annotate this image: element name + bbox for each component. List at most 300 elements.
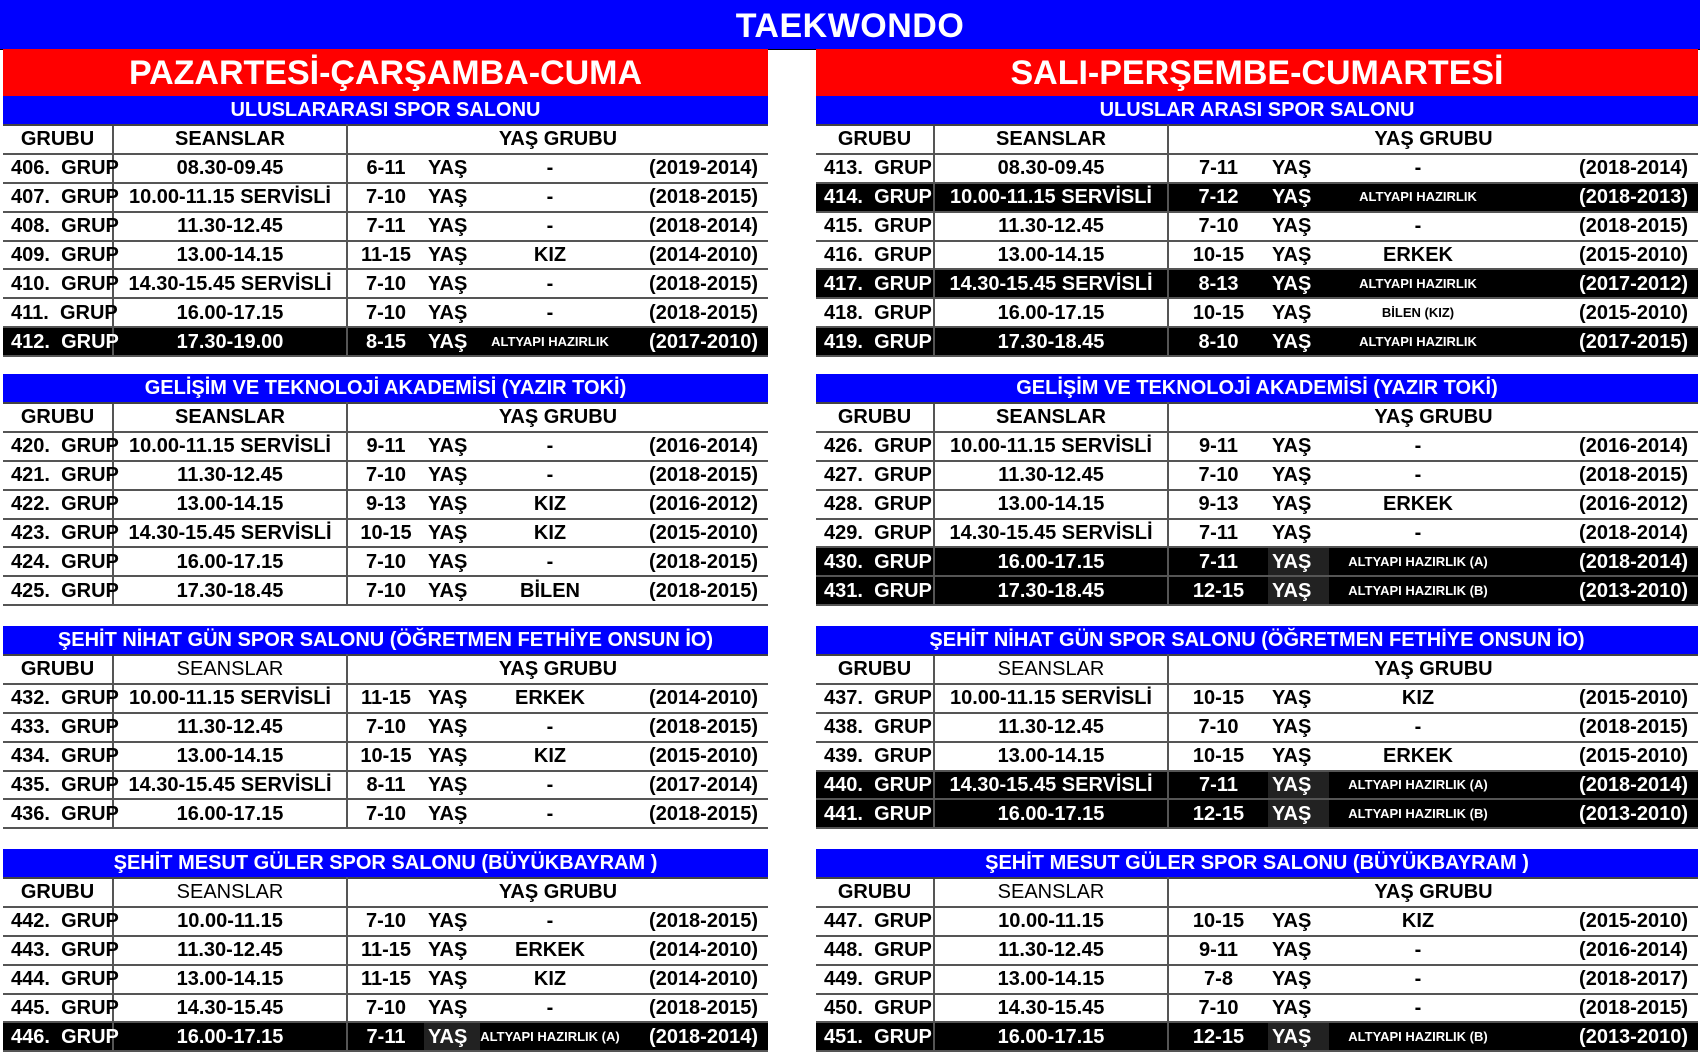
group-label: GRUP <box>61 522 119 544</box>
age-unit: YAŞ <box>1268 519 1329 548</box>
age-range: 7-10 <box>347 713 424 742</box>
group-number: 431. <box>824 579 863 602</box>
session-time: 14.30-15.45 SERVİSLİ <box>113 771 347 800</box>
age-unit: YAŞ <box>424 907 480 936</box>
header-group: GRUBU <box>816 655 934 684</box>
group-note: - <box>480 713 620 742</box>
age-range: 8-15 <box>347 327 424 356</box>
session-time: 11.30-12.45 <box>113 461 347 490</box>
age-range: 7-10 <box>1168 713 1268 742</box>
group-cell <box>3 965 119 994</box>
age-unit: YAŞ <box>1268 241 1329 270</box>
header-group: GRUBU <box>3 655 113 684</box>
group-note: ALTYAPI HAZIRLIK (B) <box>1329 576 1507 605</box>
birth-years: (2018-2015) <box>620 547 768 576</box>
age-range: 11-15 <box>347 684 424 713</box>
birth-years: (2019-2014) <box>620 154 768 183</box>
table-row <box>816 490 1698 519</box>
group-note: - <box>480 212 620 241</box>
header-age-group: YAŞ GRUBU <box>1168 125 1698 154</box>
age-range: 7-10 <box>1168 461 1268 490</box>
session-time: 14.30-15.45 SERVİSLİ <box>113 519 347 548</box>
schedule-table <box>816 124 1698 357</box>
age-range: 9-11 <box>1168 432 1268 461</box>
group-label: GRUP <box>61 939 119 962</box>
group-number: 421. <box>11 464 50 487</box>
table-header-row <box>816 878 1698 907</box>
birth-years: (2018-2013) <box>1507 183 1698 212</box>
group-cell <box>3 461 119 490</box>
header-sessions: SEANSLAR <box>934 878 1168 907</box>
age-unit: YAŞ <box>424 212 480 241</box>
group-note: - <box>1329 432 1507 461</box>
group-cell <box>3 212 119 241</box>
table-row <box>816 327 1698 356</box>
group-label: GRUP <box>61 968 119 991</box>
age-unit: YAŞ <box>1268 576 1329 605</box>
birth-years: (2018-2014) <box>620 1022 768 1051</box>
group-cell <box>816 907 934 936</box>
session-time: 10.00-11.15 SERVİSLİ <box>934 684 1168 713</box>
group-cell <box>816 154 934 183</box>
age-range: 7-10 <box>1168 212 1268 241</box>
group-note: - <box>480 432 620 461</box>
group-label: GRUP <box>61 550 119 573</box>
group-label: GRUP <box>874 687 932 710</box>
session-time: 08.30-09.45 <box>113 154 347 183</box>
age-unit: YAŞ <box>1268 432 1329 461</box>
birth-years: (2018-2017) <box>1507 965 1698 994</box>
table-row <box>816 183 1698 212</box>
header-age-group: YAŞ GRUBU <box>347 878 768 907</box>
group-note: - <box>480 183 620 212</box>
group-cell <box>816 547 934 576</box>
table-row <box>816 684 1698 713</box>
group-label: GRUP <box>874 464 932 487</box>
group-number: 435. <box>11 774 50 796</box>
birth-years: (2015-2010) <box>1507 298 1698 327</box>
page-title: TAEKWONDO <box>0 0 1700 50</box>
age-range: 9-11 <box>347 432 424 461</box>
birth-years: (2015-2010) <box>1507 742 1698 771</box>
table-row <box>3 490 768 519</box>
table-row <box>816 576 1698 605</box>
session-time: 14.30-15.45 <box>113 994 347 1023</box>
table-row <box>816 936 1698 965</box>
group-note: ALTYAPI HAZIRLIK (A) <box>1329 771 1507 800</box>
group-cell <box>816 742 934 771</box>
age-range: 10-15 <box>347 519 424 548</box>
group-cell <box>3 327 119 356</box>
hall-title: ULUSLAR ARASI SPOR SALONU <box>816 96 1698 124</box>
age-unit: YAŞ <box>1268 327 1329 356</box>
table-row <box>3 1022 768 1051</box>
session-time: 16.00-17.15 <box>934 799 1168 828</box>
group-number: 415. <box>824 215 863 238</box>
age-range: 9-13 <box>347 490 424 519</box>
hall-title: ŞEHİT MESUT GÜLER SPOR SALONU (BÜYÜKBAYRAM ) <box>3 849 768 877</box>
session-time: 10.00-11.15 SERVİSLİ <box>934 183 1168 212</box>
session-time: 10.00-11.15 SERVİSLİ <box>113 183 347 212</box>
birth-years: (2014-2010) <box>620 936 768 965</box>
hall-title: GELİŞİM VE TEKNOLOJİ AKADEMİSİ (YAZIR TOKİ) <box>3 374 768 402</box>
age-range: 7-12 <box>1168 183 1268 212</box>
birth-years: (2018-2015) <box>1507 994 1698 1023</box>
group-cell <box>3 519 119 548</box>
table-row <box>816 907 1698 936</box>
age-range: 6-11 <box>347 154 424 183</box>
table-row <box>3 771 768 800</box>
age-unit: YAŞ <box>1268 799 1329 828</box>
header-group: GRUBU <box>816 403 934 432</box>
group-label: GRUP <box>874 215 932 238</box>
group-number: 411. <box>11 301 49 324</box>
group-number: 430. <box>824 550 863 573</box>
header-sessions: SEANSLAR <box>934 403 1168 432</box>
group-note: ERKEK <box>1329 241 1507 270</box>
table-row <box>3 799 768 828</box>
age-unit: YAŞ <box>1268 965 1329 994</box>
birth-years: (2016-2014) <box>620 432 768 461</box>
group-note: ALTYAPI HAZIRLIK (B) <box>1329 799 1507 828</box>
table-row <box>3 327 768 356</box>
header-group: GRUBU <box>816 125 934 154</box>
age-range: 10-15 <box>1168 742 1268 771</box>
group-number: 409. <box>11 244 50 266</box>
table-header-row <box>3 125 768 154</box>
age-range: 7-10 <box>347 799 424 828</box>
table-row <box>816 799 1698 828</box>
age-range: 12-15 <box>1168 799 1268 828</box>
birth-years: (2014-2010) <box>620 965 768 994</box>
day-header: PAZARTESİ-ÇARŞAMBA-CUMA <box>3 49 768 96</box>
group-cell <box>3 713 119 742</box>
table-row <box>3 965 768 994</box>
group-number: 419. <box>824 330 863 353</box>
schedule-table <box>3 402 768 606</box>
age-range: 7-8 <box>1168 965 1268 994</box>
group-note: - <box>1329 212 1507 241</box>
age-range: 11-15 <box>347 241 424 270</box>
group-cell <box>816 799 934 828</box>
age-unit: YAŞ <box>1268 742 1329 771</box>
group-number: 442. <box>11 910 50 933</box>
age-range: 7-10 <box>347 269 424 298</box>
group-number: 427. <box>824 464 863 487</box>
age-unit: YAŞ <box>1268 994 1329 1023</box>
group-label: GRUP <box>61 802 119 825</box>
birth-years: (2015-2010) <box>1507 684 1698 713</box>
table-header-row <box>3 878 768 907</box>
group-number: 416. <box>824 244 863 266</box>
header-sessions: SEANSLAR <box>934 125 1168 154</box>
group-note: ERKEK <box>1329 490 1507 519</box>
group-number: 426. <box>824 435 863 458</box>
group-label: GRUP <box>61 244 119 266</box>
group-label: GRUP <box>874 244 932 266</box>
age-unit: YAŞ <box>424 298 480 327</box>
table-row <box>3 269 768 298</box>
table-row <box>3 432 768 461</box>
birth-years: (2018-2014) <box>1507 771 1698 800</box>
group-number: 441. <box>824 802 863 825</box>
table-row <box>816 742 1698 771</box>
table-row <box>816 269 1698 298</box>
birth-years: (2018-2015) <box>620 713 768 742</box>
header-age-group: YAŞ GRUBU <box>347 655 768 684</box>
age-range: 7-11 <box>1168 154 1268 183</box>
age-unit: YAŞ <box>1268 269 1329 298</box>
group-label: GRUP <box>874 745 932 768</box>
birth-years: (2018-2015) <box>620 298 768 327</box>
table-row <box>3 154 768 183</box>
age-unit: YAŞ <box>1268 547 1329 576</box>
group-number: 417. <box>824 272 863 295</box>
group-cell <box>816 965 934 994</box>
group-cell <box>3 432 119 461</box>
age-range: 8-10 <box>1168 327 1268 356</box>
table-row <box>816 461 1698 490</box>
group-note: - <box>1329 994 1507 1023</box>
birth-years: (2018-2015) <box>620 994 768 1023</box>
age-unit: YAŞ <box>424 684 480 713</box>
group-label: GRUP <box>61 272 119 295</box>
table-row <box>816 519 1698 548</box>
hall-title: GELİŞİM VE TEKNOLOJİ AKADEMİSİ (YAZIR TOKİ) <box>816 374 1698 402</box>
age-unit: YAŞ <box>424 461 480 490</box>
table-row <box>3 212 768 241</box>
age-unit: YAŞ <box>424 742 480 771</box>
group-cell <box>816 269 934 298</box>
group-label: GRUP <box>61 435 119 458</box>
table-row <box>3 183 768 212</box>
birth-years: (2018-2015) <box>620 183 768 212</box>
age-range: 7-11 <box>347 1022 424 1051</box>
age-unit: YAŞ <box>424 241 480 270</box>
session-time: 10.00-11.15 <box>113 907 347 936</box>
group-cell <box>3 576 119 605</box>
age-range: 7-10 <box>1168 994 1268 1023</box>
schedule-column-mon-wed-fri <box>3 49 768 1054</box>
age-unit: YAŞ <box>424 771 480 800</box>
table-row <box>3 547 768 576</box>
table-header-row <box>3 403 768 432</box>
hall-title: ŞEHİT NİHAT GÜN SPOR SALONU (ÖĞRETMEN FETHİYE ONSUN İO) <box>3 626 768 654</box>
birth-years: (2015-2010) <box>1507 241 1698 270</box>
age-unit: YAŞ <box>424 576 480 605</box>
group-label: GRUP <box>874 301 932 324</box>
group-label: GRUP <box>61 330 119 353</box>
table-row <box>816 965 1698 994</box>
group-number: 420. <box>11 435 50 458</box>
age-range: 11-15 <box>347 936 424 965</box>
birth-years: (2018-2015) <box>620 576 768 605</box>
group-number: 413. <box>824 157 863 180</box>
birth-years: (2015-2010) <box>620 742 768 771</box>
group-number: 436. <box>11 802 50 825</box>
table-row <box>3 936 768 965</box>
table-row <box>816 547 1698 576</box>
session-time: 13.00-14.15 <box>934 490 1168 519</box>
group-label: GRUP <box>874 157 932 180</box>
session-time: 16.00-17.15 <box>934 298 1168 327</box>
group-label: GRUP <box>874 774 932 796</box>
group-number: 449. <box>824 968 863 991</box>
group-cell <box>816 327 934 356</box>
header-sessions: SEANSLAR <box>113 403 347 432</box>
group-label: GRUP <box>874 550 932 573</box>
group-cell <box>816 519 934 548</box>
hall-title: ŞEHİT NİHAT GÜN SPOR SALONU (ÖĞRETMEN FETHİYE ONSUN İO) <box>816 626 1698 654</box>
age-unit: YAŞ <box>1268 1022 1329 1051</box>
group-note: KIZ <box>480 490 620 519</box>
group-label: GRUP <box>61 745 119 768</box>
table-row <box>816 771 1698 800</box>
table-row <box>3 461 768 490</box>
group-note: - <box>1329 936 1507 965</box>
group-note: ALTYAPI HAZIRLIK <box>1329 327 1507 356</box>
group-number: 448. <box>824 939 863 962</box>
age-range: 10-15 <box>1168 241 1268 270</box>
hall-section <box>3 374 768 606</box>
group-number: 439. <box>824 745 863 768</box>
group-cell <box>816 298 934 327</box>
group-note: KIZ <box>480 742 620 771</box>
group-note: ALTYAPI HAZIRLIK (B) <box>1329 1022 1507 1051</box>
birth-years: (2018-2014) <box>1507 547 1698 576</box>
group-note: ERKEK <box>480 936 620 965</box>
session-time: 16.00-17.15 <box>113 799 347 828</box>
schedule-table <box>3 654 768 829</box>
age-range: 7-10 <box>347 298 424 327</box>
session-time: 13.00-14.15 <box>113 490 347 519</box>
group-cell <box>816 994 934 1023</box>
session-time: 13.00-14.15 <box>934 742 1168 771</box>
session-time: 13.00-14.15 <box>934 241 1168 270</box>
group-note: - <box>1329 713 1507 742</box>
group-cell <box>3 994 119 1023</box>
group-cell <box>3 1022 119 1051</box>
age-unit: YAŞ <box>1268 713 1329 742</box>
group-label: GRUP <box>61 186 119 209</box>
header-age-group: YAŞ GRUBU <box>1168 878 1698 907</box>
birth-years: (2018-2015) <box>620 799 768 828</box>
group-number: 414. <box>824 186 863 209</box>
birth-years: (2013-2010) <box>1507 1022 1698 1051</box>
session-time: 10.00-11.15 SERVİSLİ <box>113 684 347 713</box>
table-row <box>816 1022 1698 1051</box>
group-number: 440. <box>824 774 863 796</box>
age-range: 11-15 <box>347 965 424 994</box>
group-note: KIZ <box>480 965 620 994</box>
group-cell <box>816 576 934 605</box>
group-label: GRUP <box>874 968 932 991</box>
group-number: 450. <box>824 997 863 1019</box>
hall-section <box>3 96 768 357</box>
group-number: 433. <box>11 716 50 739</box>
group-note: BİLEN <box>480 576 620 605</box>
group-number: 437. <box>824 687 863 710</box>
session-time: 10.00-11.15 <box>934 907 1168 936</box>
group-cell <box>3 547 119 576</box>
group-cell <box>816 490 934 519</box>
age-unit: YAŞ <box>1268 461 1329 490</box>
birth-years: (2018-2015) <box>620 907 768 936</box>
table-row <box>816 298 1698 327</box>
table-row <box>3 519 768 548</box>
header-sessions: SEANSLAR <box>934 655 1168 684</box>
group-number: 407. <box>11 186 50 209</box>
session-time: 11.30-12.45 <box>934 713 1168 742</box>
group-label: GRUP <box>61 774 119 796</box>
group-number: 410. <box>11 272 50 295</box>
table-row <box>816 713 1698 742</box>
group-cell <box>816 432 934 461</box>
group-label: GRUP <box>61 157 119 180</box>
age-range: 7-11 <box>1168 519 1268 548</box>
hall-section <box>816 96 1698 357</box>
age-range: 12-15 <box>1168 1022 1268 1051</box>
group-number: 438. <box>824 716 863 739</box>
birth-years: (2014-2010) <box>620 241 768 270</box>
group-label: GRUP <box>61 215 119 238</box>
age-range: 8-11 <box>347 771 424 800</box>
birth-years: (2017-2010) <box>620 327 768 356</box>
group-label: GRUP <box>61 716 119 739</box>
group-note: - <box>480 799 620 828</box>
age-unit: YAŞ <box>1268 907 1329 936</box>
birth-years: (2017-2012) <box>1507 269 1698 298</box>
hall-section <box>3 849 768 1052</box>
session-time: 14.30-15.45 SERVİSLİ <box>113 269 347 298</box>
birth-years: (2013-2010) <box>1507 799 1698 828</box>
group-note: - <box>1329 461 1507 490</box>
session-time: 16.00-17.15 <box>113 298 347 327</box>
group-note: ALTYAPI HAZIRLIK <box>1329 183 1507 212</box>
group-note: - <box>480 154 620 183</box>
group-cell <box>3 907 119 936</box>
group-note: - <box>1329 965 1507 994</box>
group-note: ALTYAPI HAZIRLIK <box>480 327 620 356</box>
group-cell <box>3 241 119 270</box>
group-cell <box>3 742 119 771</box>
group-cell <box>3 154 119 183</box>
group-cell <box>3 269 119 298</box>
age-unit: YAŞ <box>424 713 480 742</box>
group-cell <box>816 212 934 241</box>
session-time: 11.30-12.45 <box>934 212 1168 241</box>
table-row <box>3 742 768 771</box>
group-note: - <box>480 547 620 576</box>
group-cell <box>816 936 934 965</box>
table-row <box>3 994 768 1023</box>
session-time: 14.30-15.45 SERVİSLİ <box>934 269 1168 298</box>
age-unit: YAŞ <box>424 994 480 1023</box>
group-label: GRUP <box>61 493 119 516</box>
group-note: KIZ <box>1329 684 1507 713</box>
group-note: - <box>1329 519 1507 548</box>
group-note: ALTYAPI HAZIRLIK (A) <box>480 1022 620 1051</box>
birth-years: (2013-2010) <box>1507 576 1698 605</box>
birth-years: (2017-2014) <box>620 771 768 800</box>
age-range: 8-13 <box>1168 269 1268 298</box>
header-age-group: YAŞ GRUBU <box>347 403 768 432</box>
header-group: GRUBU <box>3 125 113 154</box>
header-age-group: YAŞ GRUBU <box>347 125 768 154</box>
session-time: 14.30-15.45 <box>934 994 1168 1023</box>
table-row <box>3 907 768 936</box>
group-number: 425. <box>11 579 50 602</box>
